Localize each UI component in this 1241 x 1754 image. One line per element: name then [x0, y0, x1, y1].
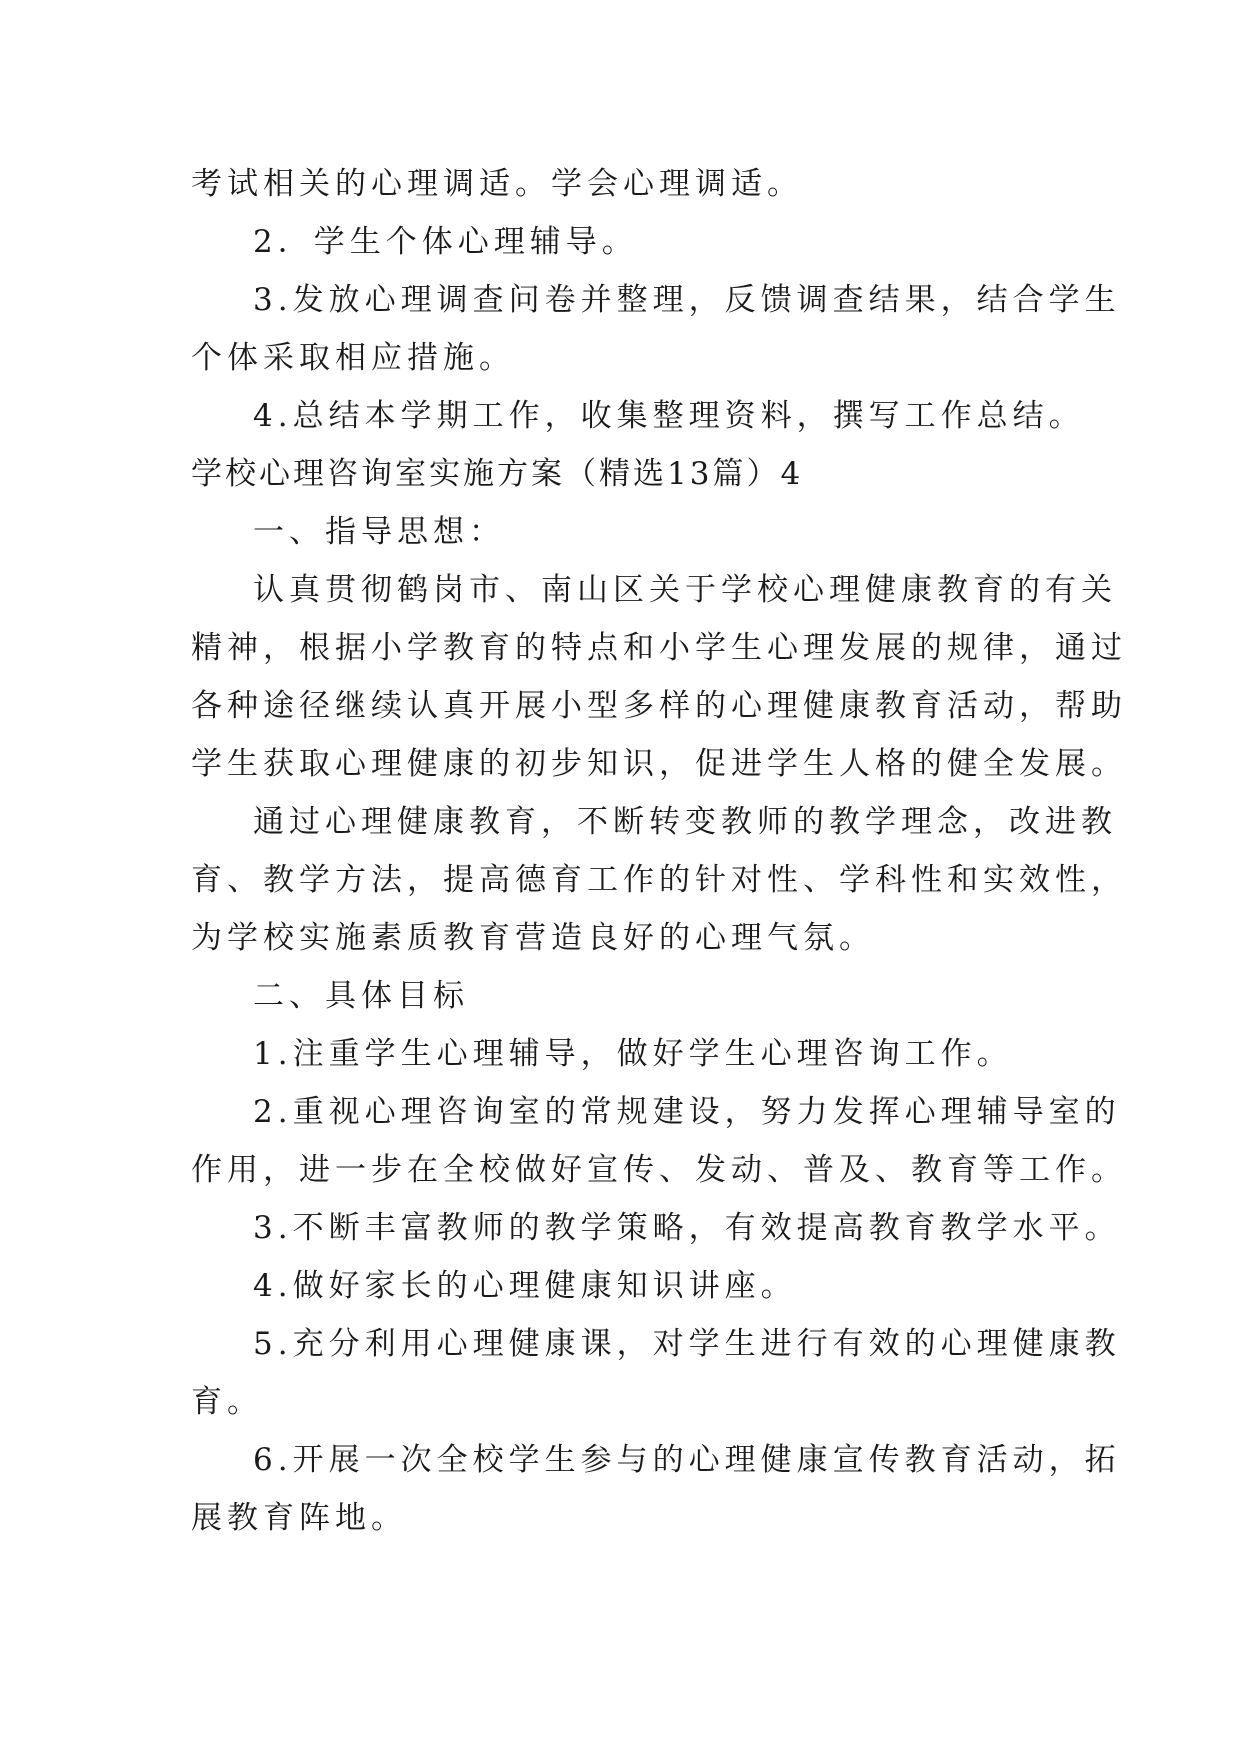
list-item: 2．学生个体心理辅导。	[253, 224, 638, 260]
paragraph-line: 作用，进一步在全校做好宣传、发动、普及、教育等工作。	[191, 1152, 1127, 1188]
document-body	[191, 155, 1127, 1547]
paragraph-line: 认真贯彻鹤岗市、南山区关于学校心理健康教育的有关	[253, 572, 1117, 608]
paragraph-line: 展教育阵地。	[191, 1500, 407, 1536]
paragraph-line: 考试相关的心理调适。学会心理调适。	[191, 166, 803, 202]
list-item: 3.发放心理调查问卷并整理，反馈调查结果，结合学生	[253, 282, 1121, 318]
list-item: 1.注重学生心理辅导，做好学生心理咨询工作。	[253, 1036, 1013, 1072]
paragraph-line: 通过心理健康教育，不断转变教师的教学理念，改进教	[253, 804, 1117, 840]
paragraph-line: 学生获取心理健康的初步知识，促进学生人格的健全发展。	[191, 746, 1127, 782]
list-item: 4.做好家长的心理健康知识讲座。	[253, 1268, 797, 1304]
section-heading: 二、具体目标	[253, 978, 469, 1014]
list-item: 5.充分利用心理健康课，对学生进行有效的心理健康教	[253, 1326, 1121, 1362]
paragraph-line: 个体采取相应措施。	[191, 340, 515, 376]
paragraph-line: 育。	[191, 1384, 263, 1420]
paragraph-line: 精神，根据小学教育的特点和小学生心理发展的规律，通过	[191, 630, 1127, 666]
paragraph-line: 育、教学方法，提高德育工作的针对性、学科性和实效性，	[191, 862, 1127, 898]
section-heading: 一、指导思想：	[253, 514, 505, 550]
list-item: 2.重视心理咨询室的常规建设，努力发挥心理辅导室的	[253, 1094, 1121, 1130]
list-item: 3.不断丰富教师的教学策略，有效提高教育教学水平。	[253, 1210, 1121, 1246]
section-title: 学校心理咨询室实施方案（精选13篇）4	[191, 456, 804, 492]
list-item: 6.开展一次全校学生参与的心理健康宣传教育活动，拓	[253, 1442, 1121, 1478]
paragraph-line: 为学校实施素质教育营造良好的心理气氛。	[191, 920, 875, 956]
list-item: 4.总结本学期工作，收集整理资料，撰写工作总结。	[253, 398, 1085, 434]
paragraph-line: 各种途径继续认真开展小型多样的心理健康教育活动，帮助	[191, 688, 1127, 724]
